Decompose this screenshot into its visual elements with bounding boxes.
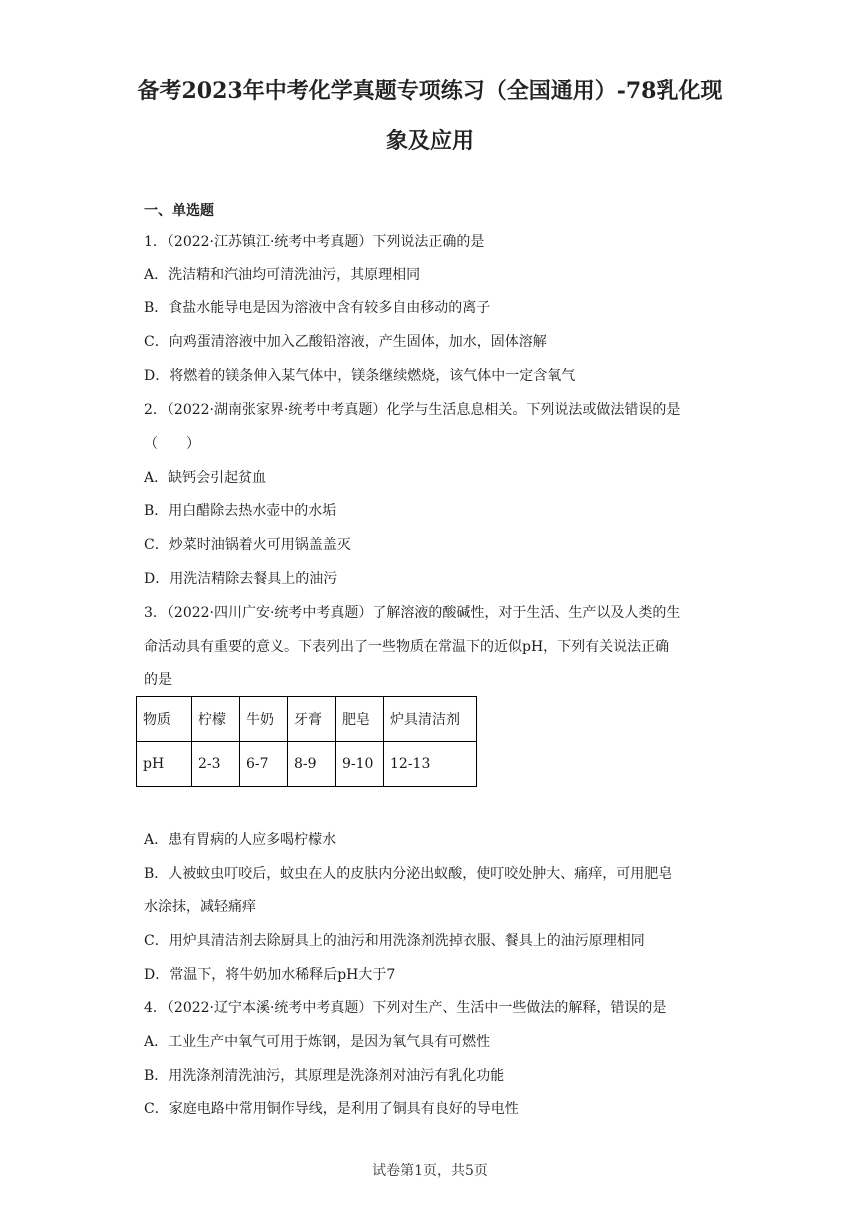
q3-stem-line-3: 的是 [144,672,172,688]
table-cell: 牛奶 [240,697,288,742]
q4-stem: 4．（2022·辽宁本溪·统考中考真题）下列对生产、生活中一些做法的解释，错误的是 [144,1000,667,1016]
q4-option-a: A．工业生产中氧气可用于炼钢，是因为氧气具有可燃性 [144,1034,491,1050]
q3-option-c: C．用炉具清洁剂去除厨具上的油污和用洗涤剂洗掉衣服、餐具上的油污原理相同 [144,933,645,949]
table-cell: 牙膏 [288,697,336,742]
ph-table [136,696,477,787]
title-line-2: 象及应用 [385,128,474,154]
table-cell: 8-9 [288,742,336,787]
ph-table-header-row [137,697,477,742]
q4-option-c: C．家庭电路中常用铜作导线，是利用了铜具有良好的导电性 [144,1101,519,1117]
q3-option-a: A．患有胃病的人应多喝柠檬水 [144,832,337,848]
q1-option-b: B．食盐水能导电是因为溶液中含有较多自由移动的离子 [144,300,491,316]
table-cell: 肥皂 [336,697,384,742]
q2-option-a: A．缺钙会引起贫血 [144,470,267,486]
q2-stem-line-1: 2．（2022·湖南张家界·统考中考真题）化学与生活息息相关。下列说法或做法错误的是 [144,402,681,418]
table-cell: 柠檬 [192,697,240,742]
q3-option-b-cont: 水涂抹，减轻痛痒 [144,899,256,915]
document-title [130,66,730,166]
q2-option-d: D．用洗洁精除去餐具上的油污 [144,571,338,587]
table-cell: 2-3 [192,742,240,787]
table-cell: 9-10 [336,742,384,787]
q2-stem-line-2: （ ） [144,436,200,452]
q3-option-b: B．人被蚊虫叮咬后，蚊虫在人的皮肤内分泌出蚁酸，使叮咬处肿大、痛痒，可用肥皂 [144,866,673,882]
q3-stem-line-1: 3．（2022·四川广安·统考中考真题）了解溶液的酸碱性，对于生活、生产以及人类的生 [144,605,681,621]
q2-option-b: B．用白醋除去热水壶中的水垢 [144,503,337,519]
ph-table-value-row [137,742,477,787]
title-line-1: 备考2023年中考化学真题专项练习（全国通用）-78乳化现 [137,78,723,104]
table-cell: 物质 [137,697,192,742]
q2-option-c: C．炒菜时油锅着火可用锅盖盖灭 [144,537,351,553]
page-footer: 试卷第1页，共5页 [372,1163,488,1179]
q3-stem-line-2: 命活动具有重要的意义。下表列出了一些物质在常温下的近似pH，下列有关说法正确 [144,639,670,655]
q3-option-d: D．常温下，将牛奶加水稀释后pH大于7 [144,967,396,983]
table-cell: 12-13 [384,742,477,787]
table-cell: 6-7 [240,742,288,787]
q1-option-a: A．洗洁精和汽油均可清洗油污，其原理相同 [144,267,421,283]
q1-option-d: D．将燃着的镁条伸入某气体中，镁条继续燃烧，该气体中一定含氧气 [144,368,576,384]
q1-stem: 1．（2022·江苏镇江·统考中考真题）下列说法正确的是 [144,234,485,250]
table-cell: 炉具清洁剂 [384,697,477,742]
q4-option-b: B．用洗涤剂清洗油污，其原理是洗涤剂对油污有乳化功能 [144,1068,505,1084]
section-heading: 一、单选题 [144,203,214,219]
table-cell: pH [137,742,192,787]
q1-option-c: C．向鸡蛋清溶液中加入乙酸铅溶液，产生固体，加水，固体溶解 [144,334,547,350]
